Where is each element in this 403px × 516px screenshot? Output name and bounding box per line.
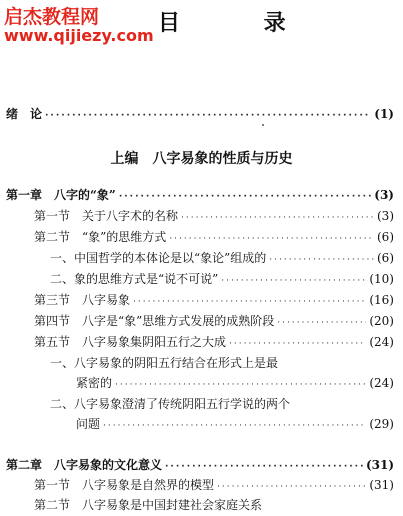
- toc-entry-label: 第五节 八字易象集阴阳五行之大成: [34, 335, 227, 349]
- toc-entry-intro[interactable]: [6, 106, 394, 124]
- page-title: 目 录: [158, 10, 324, 36]
- toc-leader-dots: [217, 479, 366, 495]
- toc-entry-continuation[interactable]: [76, 375, 394, 393]
- toc-entry-label: 一、八字易象的阴阳五行结合在形式上是最: [50, 356, 279, 370]
- toc-entry-section[interactable]: [34, 477, 394, 495]
- toc-entry-label: 第一章 八字的“象”: [6, 188, 116, 202]
- part-heading: 上编 八字易象的性质与历史: [110, 151, 293, 167]
- toc-entry-label: 绪 论: [6, 107, 43, 121]
- toc-entry-continuation[interactable]: [76, 416, 394, 434]
- toc-entry-label: 第一节 八字易象是自然界的模型: [34, 478, 215, 492]
- toc-leader-dots: [165, 459, 363, 475]
- toc-entry-label: 二、八字易象澄清了传统阴阳五行学说的两个: [50, 397, 291, 411]
- toc-entry-page: (3): [377, 209, 394, 223]
- toc-entry-label: 问题: [76, 417, 101, 431]
- toc-leader-dots: [269, 252, 374, 268]
- toc-entry-chapter-2[interactable]: [6, 457, 394, 475]
- toc-entry-label: 紧密的: [76, 376, 113, 390]
- toc-leader-dots: [45, 108, 371, 124]
- toc-entry-section[interactable]: [34, 292, 394, 310]
- toc-entry-page: (29): [369, 417, 394, 431]
- toc-entry-section[interactable]: [34, 334, 394, 352]
- toc-entry-page: (16): [369, 293, 394, 307]
- watermark-site-name: 启杰教程网: [4, 6, 100, 28]
- toc-leader-dots: [229, 336, 366, 352]
- toc-entry-page: (24): [369, 376, 394, 390]
- toc-entry-label: 第二章 八字易象的文化意义: [6, 458, 163, 472]
- toc-entry-section[interactable]: [34, 313, 394, 331]
- toc-entry-page: (31): [369, 478, 394, 492]
- toc-entry-subsection[interactable]: [50, 271, 394, 289]
- toc-entry-section[interactable]: [34, 229, 394, 247]
- toc-entry-label: 第二节 八字易象是中国封建社会家庭关系: [34, 498, 263, 512]
- toc-leader-dots: [133, 294, 366, 310]
- toc-leader-dots: [169, 231, 374, 247]
- toc-entry-page: (10): [369, 272, 394, 286]
- toc-leader-dots: [119, 189, 371, 205]
- toc-leader-dots: [103, 418, 366, 434]
- toc-entry-page: (24): [369, 335, 394, 349]
- toc-entry-label: 一、中国哲学的本体论是以“象论”组成的: [50, 251, 267, 265]
- toc-entry-label: 第一节 关于八字术的名称: [34, 209, 179, 223]
- toc-leader-dots: [277, 315, 366, 331]
- toc-entry-chapter-1[interactable]: [6, 187, 394, 205]
- toc-entry-page: (6): [377, 251, 394, 265]
- toc-entry-page: (31): [365, 458, 394, 472]
- toc-entry-label: 第二节 “象”的思维方式: [34, 230, 167, 244]
- toc-entry-page: (6): [377, 230, 394, 244]
- toc-entry-label: 第三节 八字易象: [34, 293, 131, 307]
- toc-entry-subsection[interactable]: [50, 355, 394, 371]
- toc-entry-section[interactable]: [34, 497, 394, 513]
- toc-entry-subsection[interactable]: [50, 250, 394, 268]
- toc-entry-subsection[interactable]: [50, 396, 394, 412]
- toc-leader-dots: [115, 377, 366, 393]
- toc-entry-page: (3): [374, 188, 394, 202]
- toc-entry-label: 二、象的思维方式是“说不可说”: [50, 272, 219, 286]
- watermark-url: www.qijiezy.com: [4, 26, 154, 45]
- toc-entry-label: 第四节 八字是“象”思维方式发展的成熟阶段: [34, 314, 275, 328]
- toc-entry-page: (1): [374, 107, 394, 121]
- toc-entry-section[interactable]: [34, 208, 394, 226]
- toc-leader-dots: [221, 273, 366, 289]
- toc-leader-dots: [181, 210, 374, 226]
- speck: [262, 124, 264, 126]
- toc-entry-page: (20): [369, 314, 394, 328]
